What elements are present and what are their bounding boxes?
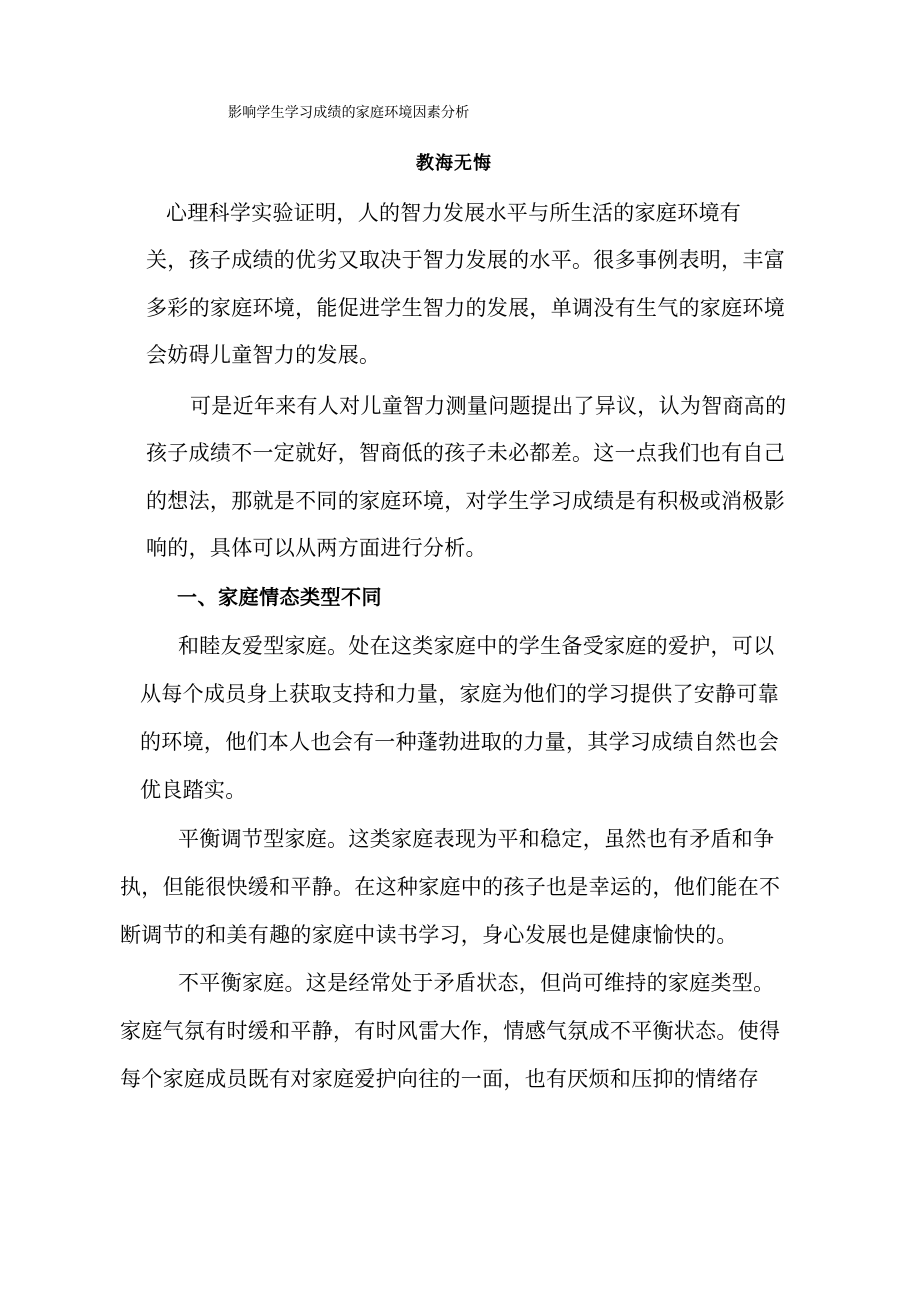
paragraph-line: 可是近年来有人对儿童智力测量问题提出了异议，认为智商高的 [190, 394, 787, 418]
document-title: 教海无悔 [416, 153, 492, 174]
paragraph-line: 执，但能很快缓和平静。在这种家庭中的孩子也是幸运的，他们能在不 [120, 875, 781, 899]
paragraph-line: 的环境，他们本人也会有一种蓬勃进取的力量，其学习成绩自然也会 [140, 730, 779, 754]
paragraph-line: 平衡调节型家庭。这类家庭表现为平和稳定，虽然也有矛盾和争 [178, 827, 775, 851]
paragraph-line: 断调节的和美有趣的家庭中读书学习，身心发展也是健康愉快的。 [120, 923, 738, 947]
paragraph-line: 关，孩子成绩的优劣又取决于智力发展的水平。很多事例表明，丰富 [146, 248, 785, 272]
paragraph-line: 孩子成绩不一定就好，智商低的孩子未必都差。这一点我们也有自己 [146, 441, 785, 465]
paragraph-line: 响的，具体可以从两方面进行分析。 [146, 536, 487, 560]
paragraph-line: 每个家庭成员既有对家庭爱护向往的一面，也有厌烦和压抑的情绪存 [120, 1067, 759, 1091]
paragraph-line: 心理科学实验证明，人的智力发展水平与所生活的家庭环境有 [166, 201, 742, 225]
paragraph-line: 多彩的家庭环境，能促进学生智力的发展，单调没有生气的家庭环境 [146, 296, 785, 320]
paragraph-line: 不平衡家庭。这是经常处于矛盾状态，但尚可维持的家庭类型。 [178, 971, 775, 995]
paragraph-line: 优良踏实。 [140, 778, 247, 802]
paragraph-line: 家庭气氛有时缓和平静，有时风雷大作，情感气氛成不平衡状态。使得 [120, 1019, 781, 1043]
paragraph-line: 和睦友爱型家庭。处在这类家庭中的学生备受家庭的爱护，可以 [178, 634, 775, 658]
document-header: 影响学生学习成绩的家庭环境因素分析 [228, 105, 470, 121]
paragraph-line: 从每个成员身上获取支持和力量，家庭为他们的学习提供了安静可靠 [140, 682, 779, 706]
paragraph-line: 会妨碍儿童智力的发展。 [146, 343, 381, 367]
paragraph-line: 的想法，那就是不同的家庭环境，对学生学习成绩是有积极或消极影 [146, 489, 785, 513]
section-heading: 一、家庭情态类型不同 [177, 585, 382, 609]
